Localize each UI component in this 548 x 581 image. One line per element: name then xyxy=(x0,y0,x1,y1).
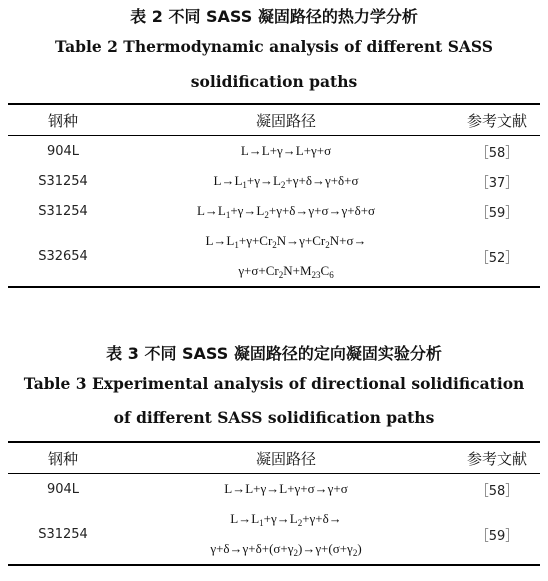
steel-grade-cell: S31254 xyxy=(38,203,88,219)
path-line: $L\to L_1+\gamma\to L_2+\gamma+\delta\to\gamma+\delta+\sigma$ xyxy=(213,173,359,190)
table2-caption-en-line2: solidification paths xyxy=(190,72,358,91)
table3-body xyxy=(8,474,540,566)
table3-header-row xyxy=(8,442,540,474)
path-line: L→L+γ→L+γ+σ→γ+σ xyxy=(224,481,348,496)
steel-grade-cell: 904L xyxy=(46,143,80,159)
path-line: $\gamma+\delta\to\gamma+\delta+(\sigma+\gamma_2)\to\gamma+(\sigma+\gamma_2)$ xyxy=(210,541,362,558)
table2-caption-en-line1: Table 2 Thermodynamic analysis of different SASS xyxy=(55,37,493,56)
table-row xyxy=(8,474,540,505)
solidification-path-cell xyxy=(118,474,454,505)
table2-header-row xyxy=(8,104,540,136)
table3 xyxy=(8,441,540,566)
path-line: $L\to L_1+\gamma\to L_2+\gamma+\delta\to$ xyxy=(230,511,342,528)
reference-cell: ［59］ xyxy=(475,205,519,221)
path-line: L→L+γ→L+γ+σ xyxy=(240,143,332,158)
steel-grade-cell: S31254 xyxy=(38,526,88,542)
steel-grade-cell: 904L xyxy=(46,481,80,497)
solidification-path-cell xyxy=(118,166,454,196)
header-steel: 钢种 xyxy=(47,111,78,130)
table2 xyxy=(8,103,540,288)
path-line: $\gamma+\sigma+Cr_2N+M_{23}C_6$ xyxy=(238,263,334,280)
table-row xyxy=(8,226,540,287)
solidification-path-cell xyxy=(118,136,454,167)
reference-cell: ［52］ xyxy=(475,250,519,266)
table3-caption-zh: 表 3 不同 SASS 凝固路径的定向凝固实验分析 xyxy=(106,344,442,363)
steel-grade-cell: S31254 xyxy=(38,173,88,189)
header-ref: 参考文献 xyxy=(466,449,527,468)
table-row xyxy=(8,166,540,196)
steel-grade-cell: S32654 xyxy=(38,248,88,264)
reference-cell: ［59］ xyxy=(475,528,519,544)
table2-body xyxy=(8,136,540,288)
solidification-path-cell xyxy=(118,196,454,226)
table-row xyxy=(8,136,540,167)
solidification-path-cell xyxy=(118,226,454,287)
table2-caption-zh: 表 2 不同 SASS 凝固路径的热力学分析 xyxy=(130,7,418,26)
reference-cell: ［37］ xyxy=(475,175,519,191)
table-row xyxy=(8,196,540,226)
header-ref: 参考文献 xyxy=(466,111,527,130)
reference-cell: ［58］ xyxy=(475,145,519,161)
table-row xyxy=(8,504,540,565)
path-line: $L\to L_1+\gamma+Cr_2N\to\gamma+Cr_2N+\sigma\to$ xyxy=(205,233,367,250)
reference-cell: ［58］ xyxy=(475,483,519,499)
path-line: $L\to L_1+\gamma\to L_2+\gamma+\delta\to\gamma+\sigma\to\gamma+\delta+\sigma$ xyxy=(196,203,376,220)
solidification-path-cell xyxy=(118,504,454,565)
header-path: 凝固路径 xyxy=(255,111,316,130)
header-steel: 钢种 xyxy=(47,449,78,468)
header-path: 凝固路径 xyxy=(255,449,316,468)
table3-caption-en-line2: of different SASS solidification paths xyxy=(113,408,435,427)
table3-caption-en-line1: Table 3 Experimental analysis of directional solidification xyxy=(23,374,525,393)
